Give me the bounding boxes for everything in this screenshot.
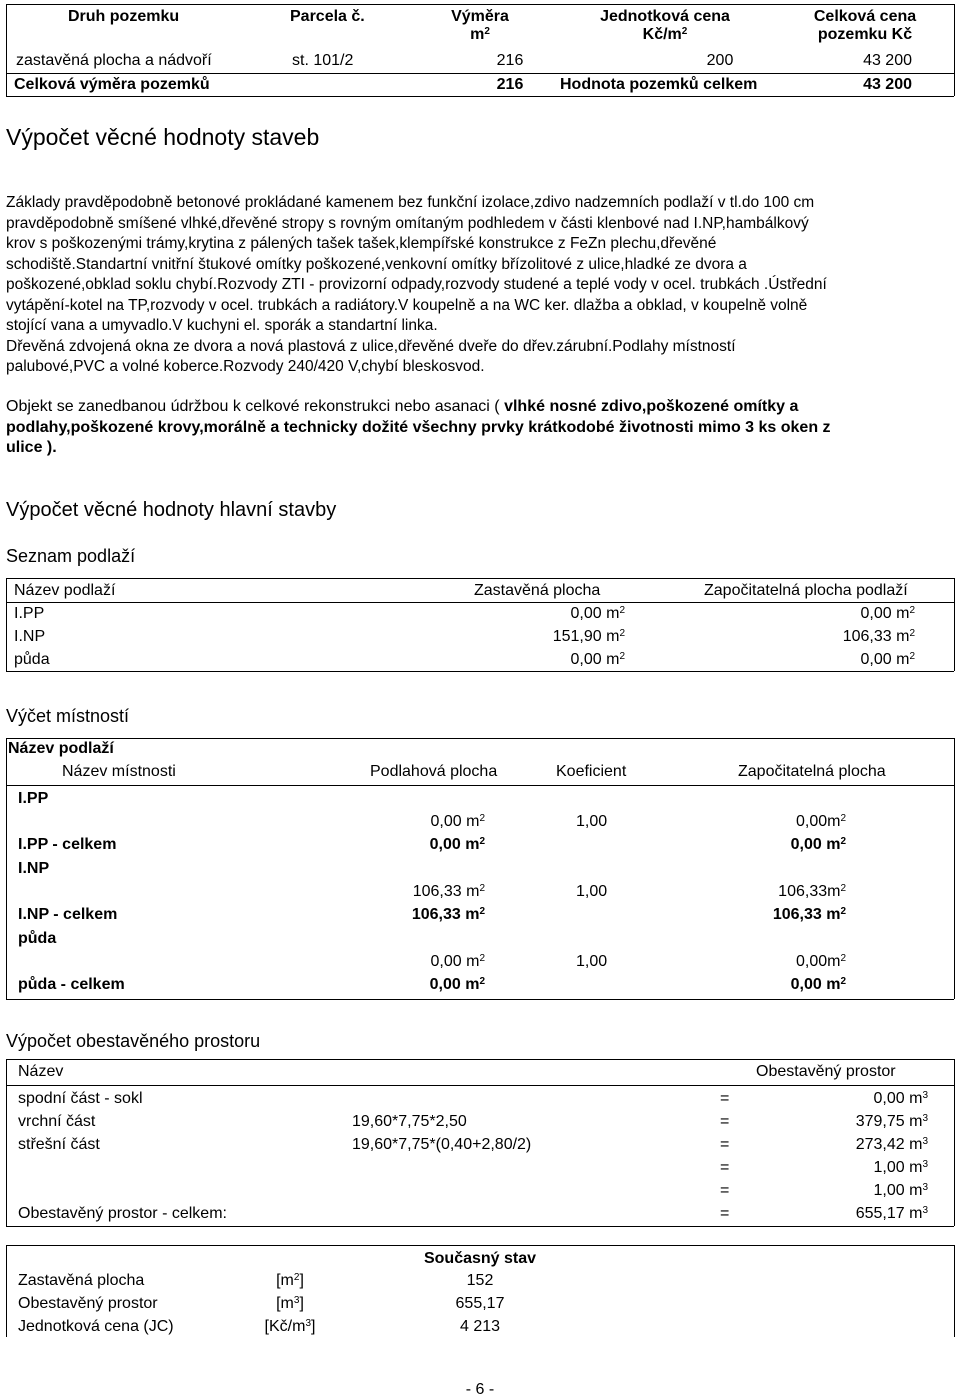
rooms-header-coef: Koeficient — [556, 763, 627, 780]
land-value-total: 43 200 — [863, 76, 912, 93]
land-total: 43 200 — [863, 52, 912, 69]
volume-row-name: střešní část — [18, 1136, 100, 1153]
total-area-label: Celková výměra pozemků — [14, 76, 210, 93]
volume-row-value: 273,42 $m^3$ — [855, 1136, 928, 1153]
rooms-header-area: Podlahová plocha — [370, 763, 498, 780]
floors-header-built: Zastavěná plocha — [474, 582, 601, 599]
volume-row-name: spodní část - sokl — [18, 1090, 143, 1107]
header-unit-price: Jednotková cena $Kč/m^2$ — [600, 8, 730, 43]
room-counted: $0,00m^2$ — [795, 953, 846, 970]
room-group-total-counted: 0,00 $m^2$ — [790, 976, 846, 993]
volume-row-formula: 19,60*7,75*2,50 — [352, 1113, 467, 1130]
volume-total-value: 655,17 $m^3$ — [855, 1205, 928, 1222]
land-unit-price: 200 — [706, 52, 734, 69]
land-area: 216 — [496, 52, 524, 69]
volume-row-eq: = — [720, 1182, 730, 1199]
floors-header-counted: Započitatelná plocha podlaží — [704, 582, 908, 599]
room-group-floor: I.PP — [18, 790, 49, 807]
floor-row-built: 0,00 $m^2$ — [570, 605, 625, 622]
volume-total-eq: = — [720, 1205, 730, 1222]
room-group-total-area: 106,33 $m^2$ — [411, 906, 485, 923]
volume-row-value: 379,75 $m^3$ — [855, 1113, 928, 1130]
floor-row-counted: 0,00 $m^2$ — [860, 605, 915, 622]
land-parcel: st. 101/2 — [292, 52, 354, 69]
land-value-label: Hodnota pozemků celkem — [560, 76, 758, 93]
section-title-buildings: Výpočet věcné hodnoty staveb — [6, 124, 320, 150]
volume-row-eq: = — [720, 1090, 730, 1107]
condition-statement: Objekt se zanedbanou údržbou k celkové rekonstrukci nebo asanaci ( vlhké nosné zdivo,poškozené omítky a podlahy,poškozené krovy,morálně a technicky dožité všechny prvky krátkodobé životnosti mimo 3 ks oken z ulice ). — [6, 398, 831, 456]
volume-row-value: 1,00 $m^3$ — [873, 1182, 928, 1199]
floors-title: Seznam podlaží — [6, 546, 136, 566]
current-state-label: Obestavěný prostor — [18, 1295, 158, 1312]
floors-header-name: Název podlaží — [14, 582, 116, 599]
volume-row-eq: = — [720, 1113, 730, 1130]
room-group-floor: půda — [18, 930, 57, 947]
room-group-floor: I.NP — [18, 860, 50, 877]
room-counted: $106,33m^2$ — [778, 883, 846, 900]
current-state-unit: $[m^2]$ — [276, 1272, 304, 1289]
room-coef: 1,00 — [576, 883, 608, 900]
room-group-total-label: I.PP - celkem — [18, 836, 117, 853]
room-counted: $0,00m^2$ — [795, 813, 846, 830]
volume-row-formula: 19,60*7,75*(0,40+2,80/2) — [352, 1136, 532, 1153]
floor-row-counted: 0,00 $m^2$ — [860, 651, 915, 668]
current-state-value: 4 213 — [459, 1318, 501, 1335]
room-coef: 1,00 — [576, 813, 608, 830]
current-state-unit: $[m^3]$ — [276, 1295, 304, 1312]
current-state-label: Zastavěná plocha — [18, 1272, 145, 1289]
room-group-total-area: 0,00 $m^2$ — [429, 976, 485, 993]
volume-row-eq: = — [720, 1159, 730, 1176]
floor-row-name: I.NP — [14, 628, 46, 645]
header-kind: Druh pozemku — [68, 8, 180, 25]
header-total: Celková cena pozemku Kč — [813, 8, 917, 43]
room-group-total-label: I.NP - celkem — [18, 906, 118, 923]
rooms-title: Výčet místností — [6, 706, 130, 726]
total-area-value: 216 — [496, 76, 524, 93]
volume-row-eq: = — [720, 1136, 730, 1153]
volume-row-value: 0,00 $m^3$ — [873, 1090, 928, 1107]
room-group-total-area: 0,00 $m^2$ — [429, 836, 485, 853]
volume-header-name: Název — [18, 1063, 64, 1080]
volume-header-volume: Obestavěný prostor — [756, 1063, 896, 1080]
page-number: - 6 - — [465, 1381, 495, 1398]
section-title-main-building: Výpočet věcné hodnoty hlavní stavby — [6, 499, 337, 521]
header-parcel: Parcela č. — [290, 8, 365, 25]
room-group-total-label: půda - celkem — [18, 976, 125, 993]
floor-row-name: I.PP — [14, 605, 45, 622]
current-state-value: 655,17 — [455, 1295, 505, 1312]
floor-row-built: 151,90 $m^2$ — [552, 628, 625, 645]
room-coef: 1,00 — [576, 953, 608, 970]
header-area: Výměra $m^2$ — [451, 8, 509, 43]
room-area: 106,33 $m^2$ — [412, 883, 485, 900]
land-kind: zastavěná plocha a nádvoří — [16, 52, 212, 69]
floor-row-built: 0,00 $m^2$ — [570, 651, 625, 668]
rooms-header-counted: Započitatelná plocha — [738, 763, 886, 780]
current-state-label: Jednotková cena (JC) — [18, 1318, 174, 1335]
volume-row-name: vrchní část — [18, 1113, 96, 1130]
room-area: 0,00 $m^2$ — [430, 813, 485, 830]
current-state-unit: $[Kč/m^3]$ — [264, 1318, 316, 1335]
rooms-header-floor: Název podlaží — [8, 740, 114, 757]
room-group-total-counted: 106,33 $m^2$ — [772, 906, 846, 923]
volume-title: Výpočet obestavěného prostoru — [6, 1031, 261, 1051]
current-state-value: 152 — [466, 1272, 494, 1289]
volume-row-value: 1,00 $m^3$ — [873, 1159, 928, 1176]
current-state-header: Současný stav — [423, 1250, 537, 1267]
room-group-total-counted: 0,00 $m^2$ — [790, 836, 846, 853]
rooms-header-room: Název místnosti — [62, 763, 176, 780]
volume-total-name: Obestavěný prostor - celkem: — [18, 1205, 227, 1222]
floor-row-counted: 106,33 $m^2$ — [842, 628, 915, 645]
floor-row-name: půda — [14, 651, 50, 668]
room-area: 0,00 $m^2$ — [430, 953, 485, 970]
building-description: Základy pravděpodobně betonové prokládané kamenem bez funkční izolace,zdivo nadzemních podlaží v tl.do 100 cm pravděpodobně smíšené vlhké,dřevěné stropy s rovným omítaným podhledem v části klenbové nad I.NP,hambálkový krov s poškozenými trámy,krytina z pálených tašek tašek,klempířské konstrukce z FeZn plechu,dřevěné schodiště.Standartní vnitřní štukové omítky poškozené,venkovní omítky břízolitové z ulice,hladké ze dvora a poškozené,obklad soklu chybí.Rozvody ZTI - provizorní odpady,rozvody studené a teplé vody v ocel. trubkách .Ústřední vytápění-kotel na TP,rozvody v ocel. trubkách a radiátory.V koupelně a na WC ker. dlažba a obklad, v koupelně volně stojící vana a umyvadlo.V kuchyni el. sporák a standartní linka. Dřevěná zdvojená okna ze dvora a nová plastová z ulice,dřevěné dveře do dřev.zárubní.Podlahy místností palubové,PVC a volné koberce.Rozvody 240/420 V,chybí bleskosvod. — [6, 194, 827, 375]
